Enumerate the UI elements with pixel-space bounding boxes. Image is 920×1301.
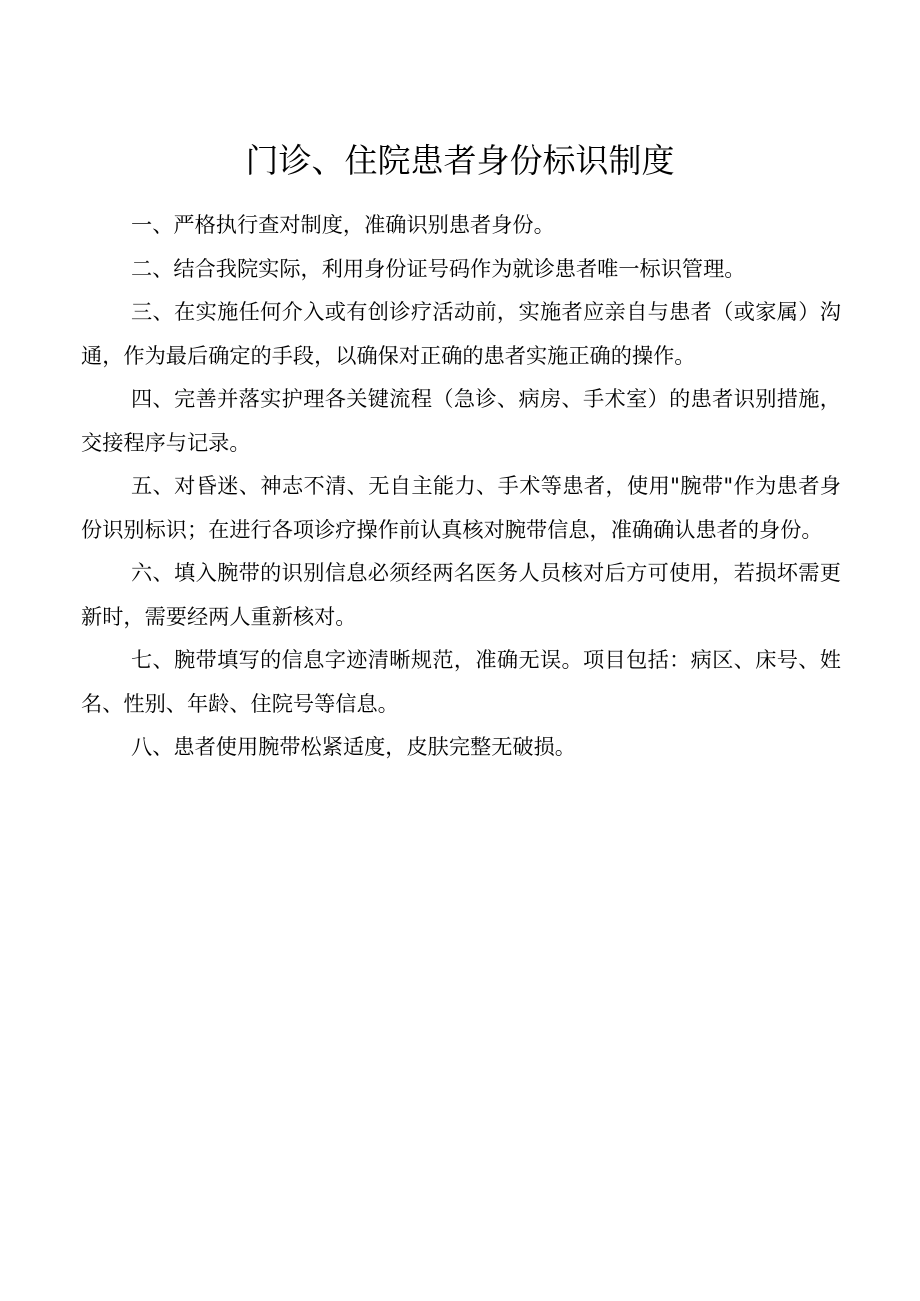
clause-8: 八、患者使用腕带松紧适度，皮肤完整无破损。 [131,734,576,759]
clause-6: 六、填入腕带的识别信息必须经两名医务人员核对后方可使用，若损坏需更新时，需要经两人重新核对。 [81,560,841,629]
clause-2: 二、结合我院实际，利用身份证号码作为就诊患者唯一标识管理。 [131,255,746,281]
clause-7: 七、腕带填写的信息字迹清晰规范，准确无误。项目包括：病区、床号、姓名、性别、年龄、住院号等信息。 [81,647,841,716]
clause-5: 五、对昏迷、神志不清、无自主能力、手术等患者，使用"腕带"作为患者身份识别标识；在进行各项诊疗操作前认真核对腕带信息，准确确认患者的身份。 [81,473,841,542]
clause-3: 三、在实施任何介入或有创诊疗活动前，实施者应亲自与患者（或家属）沟通，作为最后确定的手段，以确保对正确的患者实施正确的操作。 [81,299,841,368]
document-title: 门诊、住院患者身份标识制度 [245,141,675,180]
clause-1: 一、严格执行查对制度，准确识别患者身份。 [131,212,555,237]
clause-4: 四、完善并落实护理各关键流程（急诊、病房、手术室）的患者识别措施，交接程序与记录。 [81,386,841,455]
document-body [81,203,841,769]
